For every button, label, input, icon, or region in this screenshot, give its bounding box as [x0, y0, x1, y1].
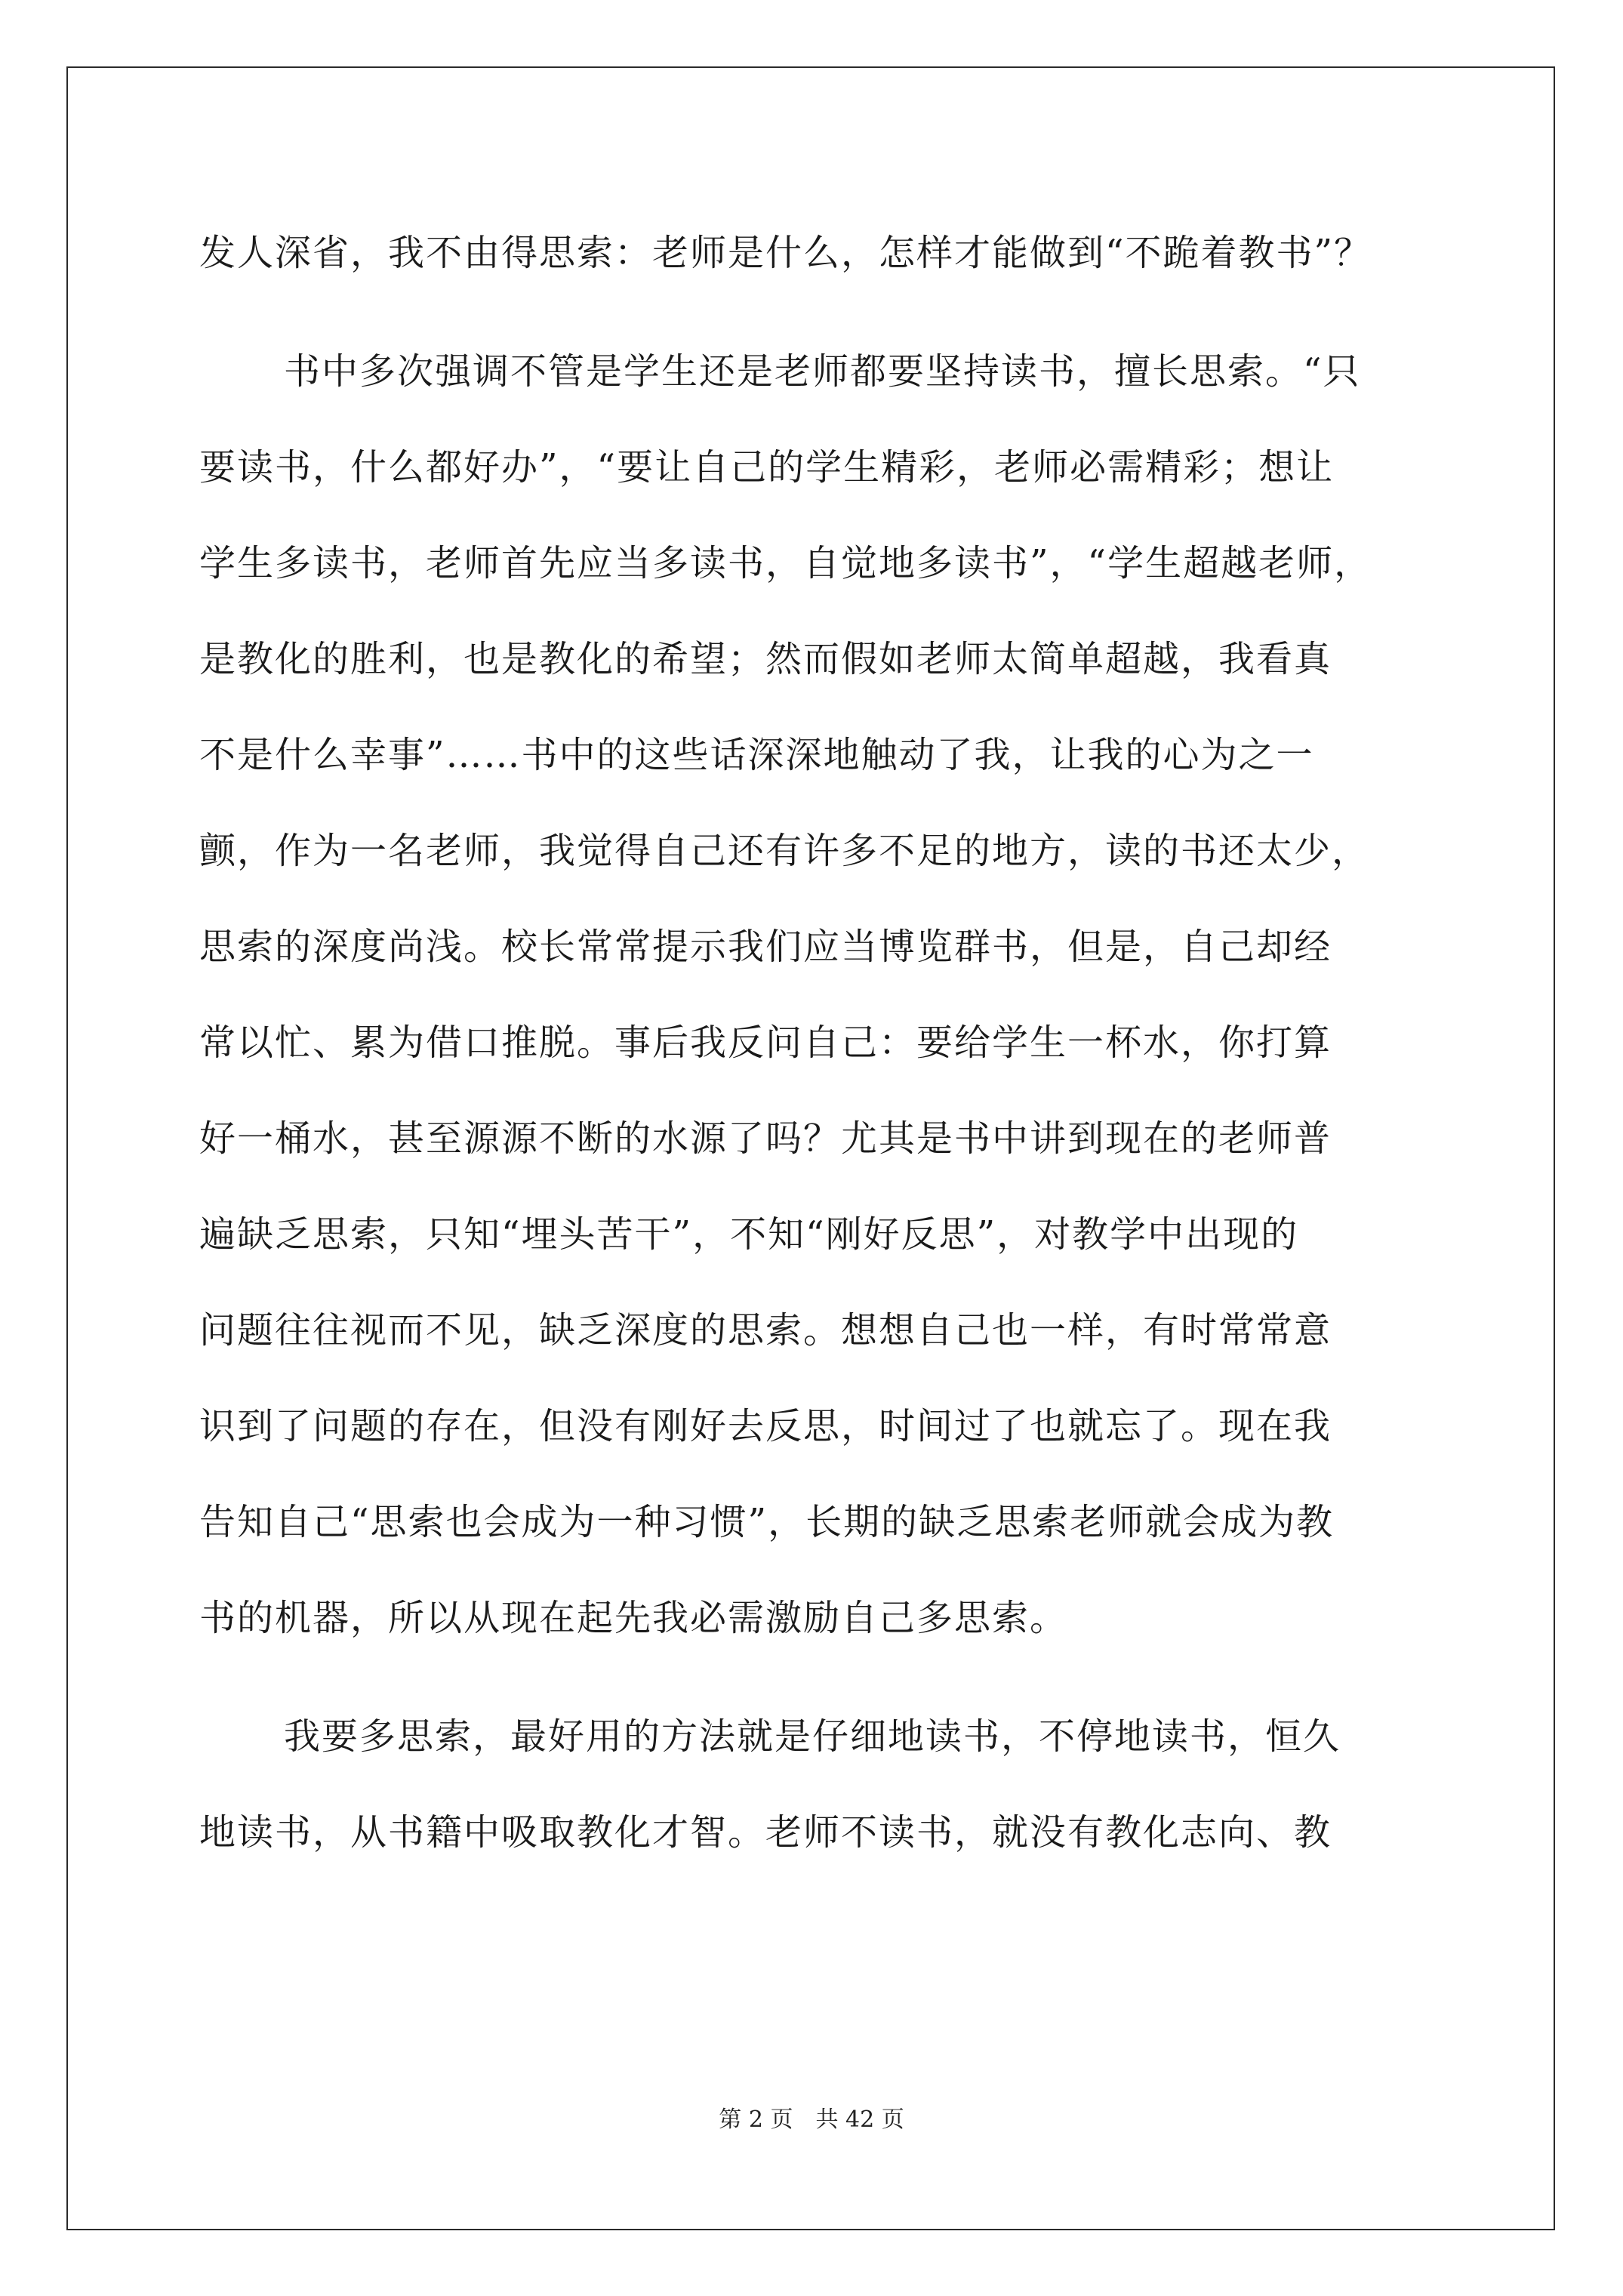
text-line: 学生多读书，老师首先应当多读书，自觉地多读书”，“学生超越老师， [199, 542, 1372, 584]
text-line: 告知自己“思索也会成为一种习惯”，长期的缺乏思索老师就会成为教 [199, 1501, 1335, 1543]
body-text [199, 205, 1460, 1881]
text-line: 好一桶水，甚至源源不断的水源了吗？尤其是书中讲到现在的老师普 [199, 1117, 1332, 1160]
page-number-footer: 第 2 页 共 42 页 [719, 2106, 904, 2133]
text-line: 不是什么幸事”……书中的这些话深深地触动了我，让我的心为之一 [199, 734, 1314, 776]
text-line: 书的机器，所以从现在起先我必需激励自己多思索。 [199, 1597, 1068, 1639]
text-line: 颤，作为一名老师，我觉得自己还有许多不足的地方，读的书还太少， [199, 830, 1370, 872]
text-line: 常以忙、累为借口推脱。事后我反问自己：要给学生一杯水，你打算 [199, 1022, 1332, 1064]
text-line: 思索的深度尚浅。校长常常提示我们应当博览群书，但是，自己却经 [199, 926, 1332, 968]
text-line: 识到了问题的存在，但没有刚好去反思，时间过了也就忘了。现在我 [199, 1405, 1332, 1447]
text-line: 我要多思索，最好用的方法就是仔细地读书，不停地读书，恒久 [284, 1715, 1341, 1758]
text-line: 地读书，从书籍中吸取教化才智。老师不读书，就没有教化志向、教 [199, 1811, 1332, 1854]
text-line: 遍缺乏思索，只知“埋头苦干”，不知“刚好反思”，对教学中出现的 [199, 1213, 1299, 1256]
text-line: 发人深省，我不由得思索：老师是什么，怎样才能做到“不跪着教书”？ [199, 232, 1372, 274]
text-line: 书中多次强调不管是学生还是老师都要坚持读书，擅长思索。“只 [284, 350, 1361, 393]
text-line: 要读书，什么都好办”，“要让自己的学生精彩，老师必需精彩；想让 [199, 446, 1335, 488]
text-line: 是教化的胜利，也是教化的希望；然而假如老师太简单超越，我看真 [199, 638, 1332, 680]
text-line: 问题往往视而不见，缺乏深度的思索。想想自己也一样，有时常常意 [199, 1309, 1332, 1351]
